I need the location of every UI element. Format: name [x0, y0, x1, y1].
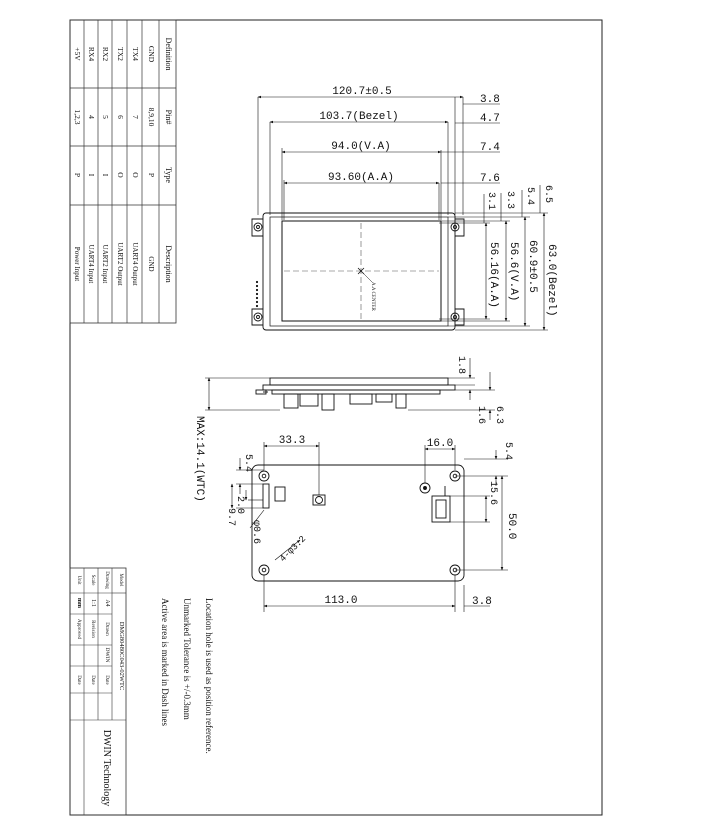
model-label: Model [118, 573, 123, 587]
header-pin: Pin# [164, 109, 173, 125]
dim-v-6-5: 6.5 [542, 185, 553, 204]
dim-113-0: 113.0 [324, 595, 358, 607]
pin-row-description: GND [147, 256, 155, 272]
pin-row-pin: 1,2,3 [73, 109, 82, 125]
drawn-label: Drawn [104, 622, 109, 636]
dim-16-0: 16.0 [426, 438, 454, 450]
dim-5-4-right: 5.4 [502, 442, 513, 461]
pin-row-definition: +5V [73, 47, 82, 61]
header-definition: Definition [164, 37, 173, 71]
note-line: Active area is marked in Dash lines [160, 598, 170, 726]
dim-hole-label: 4-φ3.2 [278, 534, 309, 565]
dim-overall-height: 60.9±0.5 [526, 240, 538, 293]
pin-row-definition: RX4 [87, 46, 96, 62]
pin-row-pin: 5 [101, 115, 110, 119]
pin-row-pin: 4 [87, 115, 96, 119]
dim-va-width: 94.0(V.A) [331, 141, 391, 153]
dim-va-height: 56.6(V.A) [507, 242, 519, 302]
pin-row-description: UART4 Output [131, 242, 139, 286]
pin-row-definition: TX2 [116, 47, 125, 61]
drawn-value: DWIN [104, 647, 110, 663]
top-view-outline [252, 213, 464, 330]
dim-v-5-4: 5.4 [524, 187, 535, 206]
date-label: Date [104, 675, 109, 685]
bottom-view-dims [232, 442, 508, 612]
connector-pins [256, 281, 258, 307]
pin-row-description: UART4 Input [87, 244, 95, 284]
model-value: DMG80480C043-02WTC [118, 621, 125, 691]
dim-bezel-width: 103.7(Bezel) [319, 111, 399, 123]
dim-side-1-6: 1.6 [475, 406, 486, 425]
dim-bottom-3-8: 3.8 [472, 596, 492, 608]
header-description: Description [164, 245, 173, 283]
pin-table [70, 20, 176, 323]
dim-aa-height: 56.16(A.A) [487, 242, 499, 309]
title-block [70, 568, 126, 815]
dim-bezel-height: 63.0(Bezel) [545, 244, 557, 317]
dim-9-7: 9.7 [225, 508, 236, 527]
pin-row-definition: RX2 [101, 46, 110, 62]
pin-row-pin: 7 [131, 115, 140, 119]
dim-v-3-1: 3.1 [485, 192, 496, 211]
pin-row-description: Power Input [73, 246, 81, 282]
pin-row-type: O [116, 172, 125, 178]
dim-max-thickness: MAX:14.1(WTC) [193, 416, 205, 502]
pin-row-type: P [147, 172, 156, 178]
pin-row-pin: 6 [116, 115, 125, 119]
aa-center-marker [358, 268, 375, 312]
pin-row-description: UART2 Output [116, 242, 124, 286]
company-name: DWIN Technology [101, 729, 112, 807]
dim-5-4-left: 5.4 [242, 454, 253, 473]
dim-hole-small: φ0.6 [250, 520, 261, 545]
units-value: mm [76, 598, 82, 608]
pin-row-type: P [73, 172, 82, 178]
approved-label: Approved [76, 619, 81, 639]
dim-side-6-3: 6.3 [493, 406, 504, 425]
pin-row-type: I [87, 173, 96, 177]
drawing-label: Drawing [104, 571, 109, 589]
revision-label: Revision [90, 620, 95, 638]
units-label: Unit [76, 575, 81, 585]
date-label: Date [90, 675, 95, 685]
sheet-border [70, 20, 602, 815]
pin-row-definition: GND [147, 45, 156, 63]
dim-33-3: 33.3 [278, 435, 306, 447]
dim-overall-width: 120.7±0.5 [332, 86, 392, 98]
drawing-value: A4 [104, 599, 110, 607]
note-line: Location hole is used as position reference. [204, 598, 214, 754]
dim-side-1-8: 1.8 [455, 356, 466, 375]
dim-aa-width: 93.60(A.A) [327, 172, 395, 184]
pin-row-definition: TX4 [131, 47, 140, 61]
dim-right-4-7: 4.7 [480, 113, 500, 125]
pin-row-type: O [131, 172, 140, 178]
pin-row-description: UART2 Input [101, 244, 109, 284]
header-type: Type [164, 167, 173, 183]
pin-row-pin: 8,9,10 [147, 107, 156, 127]
dim-right-3-8: 3.8 [480, 94, 500, 106]
dim-right-7-6: 7.6 [480, 173, 500, 185]
pin-row-type: I [101, 173, 110, 177]
side-view-outline [256, 378, 455, 410]
date-label: Date [76, 675, 81, 685]
notes [160, 598, 214, 754]
dim-50-0: 50.0 [505, 513, 517, 540]
dim-right-7-4: 7.4 [480, 142, 500, 154]
note-line: Unmarked Tolerance is +/-0.3mm [182, 598, 192, 720]
dim-2-0: 2.0 [234, 496, 245, 515]
dim-15-6: 15.6 [487, 481, 498, 506]
scale-label: Scale [90, 574, 95, 586]
aa-center-label: A.A CENTER [370, 282, 375, 311]
side-view-dims [205, 358, 495, 420]
dim-v-3-3: 3.3 [504, 191, 515, 210]
scale-value: 1:1 [90, 599, 96, 607]
